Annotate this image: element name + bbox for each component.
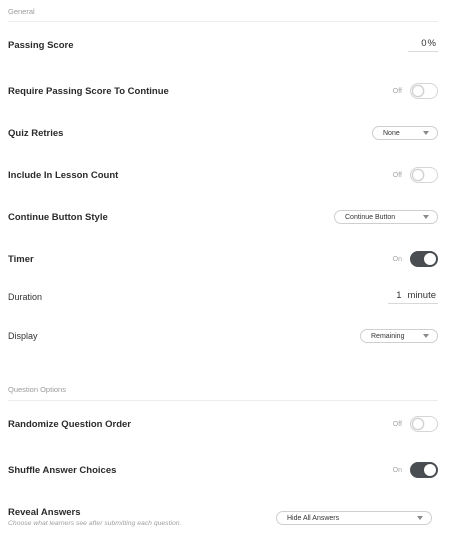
timer-label: Timer	[8, 253, 34, 265]
duration-unit: minute	[407, 290, 436, 301]
shuffle-toggle[interactable]	[410, 462, 438, 478]
row-timer	[8, 248, 438, 270]
display-select[interactable]	[360, 329, 438, 343]
continue-style-value: Continue Button	[345, 213, 396, 221]
display-label: Display	[8, 331, 38, 341]
row-passing-score	[8, 34, 438, 56]
randomize-toggle-group	[393, 416, 438, 432]
lesson-count-label: Include In Lesson Count	[8, 169, 119, 181]
shuffle-label: Shuffle Answer Choices	[8, 464, 117, 476]
timer-toggle-group	[393, 251, 438, 267]
passing-score-value: 0	[421, 38, 427, 49]
section-label-general: General	[8, 7, 35, 16]
toggle-knob	[424, 253, 436, 265]
toggle-knob	[424, 464, 436, 476]
row-lesson-count	[8, 164, 438, 186]
reveal-description: Choose what learners see after submitting each question.	[8, 520, 182, 527]
duration-value: 1	[396, 290, 402, 301]
timer-toggle[interactable]	[410, 251, 438, 267]
chevron-down-icon	[423, 215, 429, 219]
chevron-down-icon	[423, 131, 429, 135]
lesson-count-toggle-group	[393, 167, 438, 183]
continue-style-select[interactable]	[334, 210, 438, 224]
reveal-value: Hide All Answers	[287, 514, 340, 522]
chevron-down-icon	[417, 516, 423, 520]
continue-style-label: Continue Button Style	[8, 211, 108, 223]
row-continue-style	[8, 206, 438, 228]
quiz-retries-value: None	[383, 129, 400, 137]
passing-score-unit: %	[427, 38, 436, 49]
randomize-state: Off	[392, 420, 402, 428]
section-label-question-options: Question Options	[8, 385, 66, 394]
shuffle-toggle-group	[393, 462, 438, 478]
row-duration	[8, 286, 438, 308]
toggle-knob	[412, 85, 424, 97]
display-value: Remaining	[371, 332, 405, 340]
row-require-passing	[8, 80, 438, 102]
reveal-label: Reveal Answers	[8, 506, 81, 518]
randomize-label: Randomize Question Order	[8, 418, 131, 430]
row-quiz-retries	[8, 122, 438, 144]
row-display	[8, 325, 438, 347]
require-passing-state: Off	[392, 87, 402, 95]
row-shuffle	[8, 459, 438, 481]
row-randomize	[8, 413, 438, 435]
passing-score-label: Passing Score	[8, 39, 74, 51]
reveal-select[interactable]	[276, 511, 432, 525]
require-passing-toggle-group	[393, 83, 438, 99]
passing-score-input[interactable]	[408, 38, 438, 52]
quiz-retries-label: Quiz Retries	[8, 127, 64, 139]
require-passing-label: Require Passing Score To Continue	[8, 85, 169, 97]
randomize-toggle[interactable]	[410, 416, 438, 432]
divider	[8, 400, 438, 401]
chevron-down-icon	[423, 334, 429, 338]
require-passing-toggle[interactable]	[410, 83, 438, 99]
divider	[8, 21, 438, 22]
toggle-knob	[412, 418, 424, 430]
lesson-count-toggle[interactable]	[410, 167, 438, 183]
duration-label: Duration	[8, 292, 43, 302]
quiz-retries-select[interactable]	[372, 126, 438, 140]
toggle-knob	[412, 169, 424, 181]
lesson-count-state: Off	[392, 171, 402, 179]
shuffle-state: On	[392, 466, 402, 474]
duration-input[interactable]	[388, 290, 438, 304]
timer-state: On	[392, 255, 402, 263]
